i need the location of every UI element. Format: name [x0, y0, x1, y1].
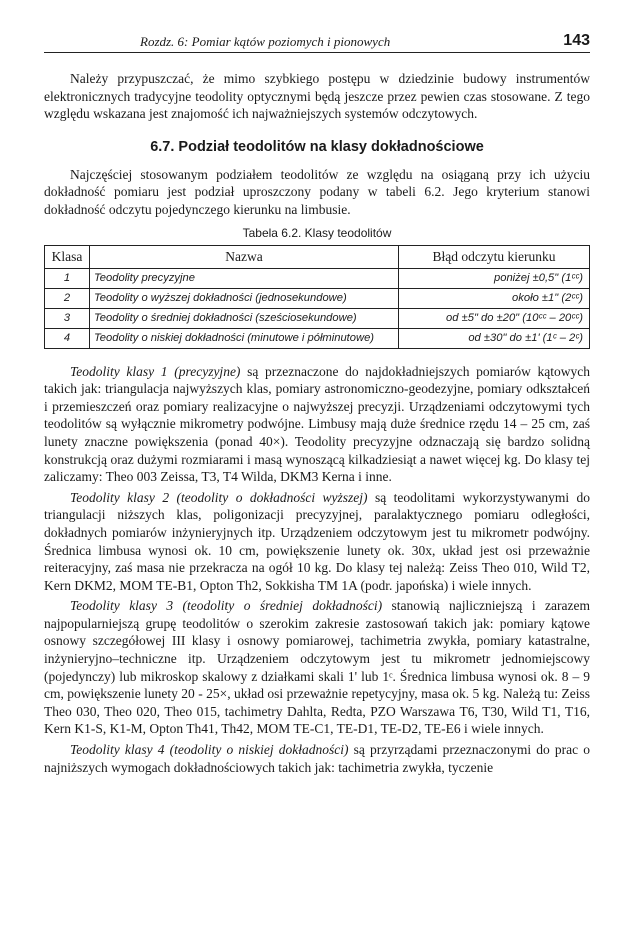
- class-4-paragraph: [44, 741, 590, 776]
- section-title: 6.7. Podział teodolitów na klasy dokładnościowe: [150, 138, 484, 155]
- table-caption: Tabela 6.2. Klasy teodolitów: [242, 225, 392, 240]
- column-header-nazwa: Nazwa: [90, 245, 399, 268]
- class-4-text: są przyrządami przeznaczonymi do prac o najniższych wymogach dokładnościowych takich jak: tachimetria zwykła, tyczenie: [44, 742, 590, 775]
- cell-nazwa: Teodolity o wyższej dokładności (jednosekundowe): [90, 288, 399, 308]
- table-row: [45, 328, 590, 348]
- cell-nazwa: Teodolity o średniej dokładności (sześciosekundowe): [90, 308, 399, 328]
- class-1-paragraph: [44, 363, 590, 486]
- column-header-blad: Błąd odczytu kierunku: [399, 245, 590, 268]
- table-row: [45, 288, 590, 308]
- class-4-lead: Teodolity klasy 4 (teodolity o niskiej dokładności): [70, 742, 349, 758]
- cell-blad: od ±30" do ±1' (1ᶜ – 2ᶜ): [399, 328, 590, 348]
- cell-klasa: 2: [45, 288, 90, 308]
- table-row: [45, 308, 590, 328]
- cell-blad: od ±5" do ±20" (10ᶜᶜ – 20ᶜᶜ): [399, 308, 590, 328]
- cell-klasa: 1: [45, 268, 90, 288]
- class-1-text: są przeznaczone do najdokładniejszych pomiarów kątowych takich jak: triangulacja najwyższych klas, pomiary astronomiczno-geodezyjne, pomiary odkształceń i przemieszczeń oraz pomiary realizacyjne o najwyższej precyzji. Urządzeniami odczytowymi tych teodolitów są wyłącznie mikrometry podwójne. Limbusy mają duże średnice rzędu 14 – 25 cm, zaś lunety znaczne powiększenia (ponad 40×). Teodolity precyzyjne odznaczają się bardzo solidną konstrukcją oraz dużymi rozmiarami i masą wynoszącą kilkadziesiąt a nawet więcej kg. Do klasy tej zaliczamy: Theo 003 Zeissa, T3, T4 Wilda, DKM3 Kerna i inne.: [44, 363, 591, 485]
- cell-klasa: 3: [45, 308, 90, 328]
- table-header-row: [45, 245, 590, 268]
- class-2-text: są teodolitami wykorzystywanymi do triangulacji niższych klas, poligonizacji precyzyjnej, paralaktycznego pomiaru odległości, dokładnych pomiarów inżynieryjnych itp. Urządzeniem odczytowym jest tu mikrometr podwójny. Średnica limbusa wynosi ok. 10 cm, powiększenie lunety ok. 30x, układ jest osi przeważnie reiteracyjny, zaś masa nie przekracza na ogół 10 kg. Do klasy tej należą: Zeiss Theo 010, Wild T2, Kern DKM2, MOM TE-B1, Opton Th2, Sokkisha TM 1A (podr. japońska) i wiele innych.: [44, 489, 591, 593]
- running-head: Rozdz. 6: Pomiar kątów poziomych i pionowych: [140, 34, 391, 49]
- class-2-paragraph: [44, 489, 590, 595]
- column-header-klasa: Klasa: [45, 245, 90, 268]
- cell-blad: około ±1" (2ᶜᶜ): [399, 288, 590, 308]
- class-3-paragraph: [44, 597, 590, 738]
- cell-blad: poniżej ±0,5" (1ᶜᶜ): [399, 268, 590, 288]
- cell-klasa: 4: [45, 328, 90, 348]
- class-1-lead: Teodolity klasy 1 (precyzyjne): [70, 363, 241, 379]
- page-number: 143: [563, 32, 590, 49]
- page: [44, 30, 590, 776]
- table-row: [45, 268, 590, 288]
- class-3-lead: Teodolity klasy 3 (teodolity o średniej dokładności): [70, 598, 383, 614]
- page-header: [44, 30, 590, 53]
- cell-nazwa: Teodolity precyzyjne: [90, 268, 399, 288]
- classes-table: [44, 245, 590, 349]
- intro-paragraph: Należy przypuszczać, że mimo szybkiego postępu w dziedzinie budowy instrumentów elektronicznych tradycyjne teodolity optycznymi będą jeszcze przez pewien czas stosowane. Z tego względu wskazana jest znajomość ich najważniejszych systemów odczytowych.: [44, 71, 590, 122]
- class-2-lead: Teodolity klasy 2 (teodolity o dokładności wyższej): [70, 489, 368, 505]
- section-intro-paragraph: Najczęściej stosowanym podziałem teodolitów ze względu na osiąganą przy ich użyciu dokładność pomiaru jest podział uproszczony podany w tabeli 6.2. Jego kryterium stanowi dokładność odczytu pojedynczego kierunku na limbusie.: [44, 166, 590, 217]
- cell-nazwa: Teodolity o niskiej dokładności (minutowe i półminutowe): [90, 328, 399, 348]
- class-3-text: stanowią najliczniejszą i zarazem najpopularniejszą grupę teodolitów o szerokim zakresie zastosowań takich jak: pomiary kątowe osnowy szczegółowej III klasy i osnowy pomiarowej, tachimetria zwykła, pomiary katastralne, inżynieryjno–techniczne itp. Urządzeniem odczytowym jest tu mikrometr jednomiejscowy (pojedynczy) lub mikroskop skalowy z działkami skali 1' lub 1ᶜ. Średnica limbusa wynosi ok. 8 – 9 cm, powiększenie lunety 20 - 25×, układ osi przeważnie repetycyjny, masa ok. 5 kg. Należą tu: Zeiss Theo 030, Theo 020, Theo 015, tachimetry Dahlta, Redta, PZO Warszawa T6, T30, Wild T1, T16, Kern K1-S, K1-M, Opton Th41, Th42, MOM TE-C1, TE-D1, TE-D2, TE-E6 i wiele innych.: [44, 598, 591, 737]
